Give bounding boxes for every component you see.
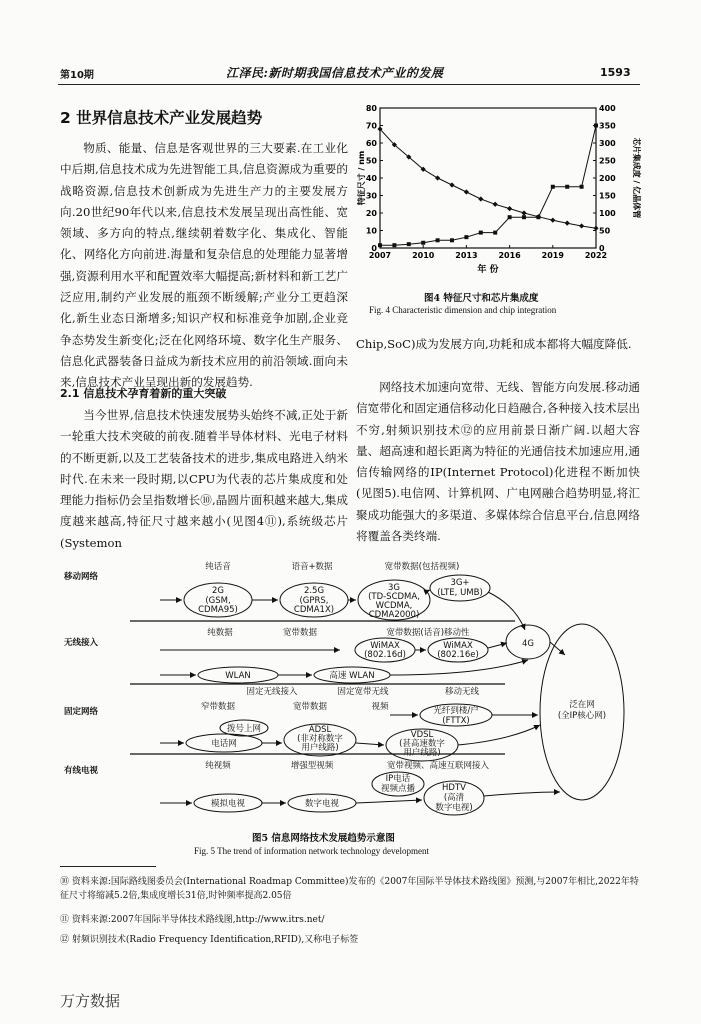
data-point-feature-size: [493, 202, 498, 207]
node-ftth-label: 光纤到楼/户: [433, 706, 479, 716]
header-broadband-data: 宽带数据: [282, 628, 318, 638]
y2-tick-label: 100: [599, 209, 616, 218]
header-voice-data: 语音+数据: [291, 562, 333, 572]
watermark: 万方数据: [60, 992, 121, 1010]
node-hdtv-detail: 数字电视): [435, 803, 473, 813]
row-label-fixed: 固定网络: [64, 707, 99, 717]
arrow: [488, 643, 507, 648]
y2-tick-label: 50: [599, 226, 611, 236]
right-continuation: Chip,SoC)成为发展方向,功耗和成本都将大幅度降低.: [356, 337, 632, 351]
node-2-5g-detail: CDMA1X): [293, 605, 335, 615]
header-enhanced-video: 增强型视频: [290, 761, 334, 771]
arrow: [550, 642, 565, 655]
header-broadband-video-internet: 宽带视频、高速互联网接入: [386, 761, 490, 771]
y-axis-label: 特征尺寸 / nm: [357, 150, 366, 206]
node-vdsl-detail: (甚高速数字: [399, 739, 445, 749]
y-tick-label: 10: [365, 226, 377, 236]
header-broadband-video: 宽带数据(包括视频): [384, 562, 460, 572]
arrow: [356, 800, 422, 803]
node-2g-label: 2G: [212, 586, 224, 596]
y-tick-label: 0: [371, 244, 377, 253]
y2-tick-label: 300: [599, 139, 616, 148]
figure5-caption-cn: 图5 信息网络技术发展趋势示意图: [252, 833, 395, 844]
figure5-caption-en: Fig. 5 The trend of information network technology development: [194, 846, 430, 856]
node-hs-wlan-label: 高速 WLAN: [329, 671, 375, 681]
node-adsl-detail: 用户线路): [301, 743, 339, 753]
header-broadband-mobility: 宽带数据(话音)移动性: [386, 628, 470, 638]
row-label-cable: 有线电视: [64, 766, 99, 776]
y-tick-label: 30: [365, 191, 377, 201]
header-broadband-data-fixed: 宽带数据: [292, 702, 328, 712]
node-3g-plus-label: 3G+: [450, 578, 470, 588]
node-vdsl-label: VDSL: [410, 730, 434, 740]
y2-tick-label: 250: [599, 156, 616, 166]
data-point-integration: [378, 243, 382, 247]
node-wimax-e-label: WiMAX: [443, 641, 473, 651]
node-phone-net-label: 电话网: [211, 739, 237, 749]
y2-tick-label: 0: [599, 244, 605, 253]
header-fixed-broadband-wireless: 固定宽带无线: [337, 687, 389, 697]
data-point-feature-size: [521, 210, 526, 215]
y2-tick-label: 200: [599, 174, 616, 183]
node-digital-tv-label: 数字电视: [304, 799, 340, 809]
node-ubiquitous-detail: (全IP核心网): [557, 711, 607, 721]
x-tick-label: 2022: [584, 251, 608, 260]
node-ftth-detail: (FTTX): [442, 716, 470, 726]
footnote-10: ⑩ 资料来源:国际路线图委员会(International Roadmap Committee)发布的《2007年国际半导体技术路线图》预测,与2007年相比,2022年特征尺寸将缩减5.2倍,集成度增长31倍,时钟频率提高2.05倍: [60, 877, 639, 901]
data-point-integration: [551, 185, 555, 189]
data-point-integration: [493, 231, 497, 235]
data-point-feature-size: [579, 223, 584, 228]
node-analog-tv-label: 模拟电视: [210, 799, 246, 809]
intro-paragraph: 物质、能量、信息是客观世界的三大要素.在工业化中后期,信息技术成为先进智能工具,信息资源成为重要的战略资源,信息技术创新成为先进生产力的主要发展方向.20世纪90年代以来,信息技术发展呈现出高性能、宽领域、多方向的特点,继续朝着数字化、集成化、智能化、网络化方向前进.海量和复杂信息的处理能力显著增强,资源利用水平和配置效率大幅提高;新材料和新工艺广泛应用,制约产业发展的瓶颈不断缓解;产业分工更趋深化,新生业态日渐增多;知识产权和标准竞争加剧,企业竞争态势发生新变化;泛在化网络环境、数字化生产服务、信息化武器装备日益成为新技术应用的前沿领域.面向未来,信息技术产业呈现出新的发展趋势.: [60, 141, 348, 390]
section-title: 2 世界信息技术产业发展趋势: [60, 109, 263, 127]
header-mobile-wireless: 移动无线: [444, 687, 480, 697]
header-video: 视频: [371, 702, 389, 712]
y2-tick-label: 400: [599, 104, 616, 113]
x-tick-label: 2007: [368, 251, 392, 260]
footnote-11: ⑪ 资料来源:2007年国际半导体技术路线图,http://www.itrs.net/: [60, 915, 325, 925]
y-tick-label: 70: [365, 121, 377, 131]
y2-tick-label: 150: [599, 191, 616, 201]
y-tick-label: 40: [365, 174, 377, 183]
x-tick-label: 2016: [498, 251, 521, 260]
data-point-integration: [436, 238, 440, 242]
data-point-feature-size: [550, 218, 555, 223]
data-point-integration: [392, 243, 396, 247]
arrow: [484, 792, 560, 796]
data-point-integration: [407, 242, 411, 246]
node-3g-label: 3G: [388, 583, 400, 593]
node-wlan-label: WLAN: [225, 671, 251, 681]
x-tick-label: 2019: [541, 251, 564, 260]
node-dialup-label: 拨号上网: [226, 724, 262, 734]
header-pure-video: 纯视频: [205, 761, 231, 771]
series-line-integration: [380, 126, 596, 246]
data-point-integration: [594, 124, 598, 128]
data-point-feature-size: [478, 196, 483, 201]
node-2g-detail: CDMA95): [198, 605, 238, 615]
node-ip-phone-label: IP电话: [385, 774, 411, 784]
header-rule: [58, 84, 640, 85]
footnote-rule: [60, 866, 156, 867]
y2-tick-label: 350: [599, 121, 616, 131]
row-label-wireless: 无线接入: [64, 638, 99, 648]
x-axis-label: 年 份: [477, 265, 499, 275]
subsection-title: 2.1 信息技术孕育着新的重大突破: [60, 387, 227, 400]
header-pure-data: 纯数据: [207, 628, 233, 638]
y-tick-label: 50: [365, 156, 377, 166]
header-pure-voice: 纯话音: [205, 562, 231, 572]
plot-frame: [380, 108, 596, 248]
node-2g-detail: (GSM,: [205, 596, 231, 606]
node-adsl-detail: (非对称数字: [297, 734, 343, 744]
node-3g-plus-detail: (LTE, UMB): [437, 588, 483, 598]
node-adsl-label: ADSL: [308, 725, 332, 735]
figure5-diagram: [60, 560, 650, 825]
node-hdtv-label: HDTV: [442, 783, 466, 793]
node-3g-detail: CDMA2000): [368, 610, 420, 620]
running-title: 江泽民:新时期我国信息技术产业的发展: [226, 66, 444, 80]
node-2-5g-detail: (GPRS,: [299, 596, 329, 606]
figure4-chart: [356, 100, 640, 280]
data-point-feature-size: [507, 206, 512, 211]
data-point-feature-size: [464, 189, 469, 194]
arrow: [356, 743, 384, 745]
node-4g-label: 4G: [522, 639, 534, 649]
figure4-caption-cn: 图4 特征尺寸和芯片集成度: [424, 293, 539, 304]
node-wimax-d-detail: (802.16d): [364, 650, 406, 660]
data-point-integration: [421, 241, 425, 245]
node-vdsl-detail: 用户线路): [403, 748, 441, 758]
node-wimax-e-detail: (802.16e): [437, 650, 479, 660]
header-narrowband: 窄带数据: [200, 702, 236, 712]
y2-axis-label: 芯片集成度 / 亿晶体管: [632, 137, 641, 219]
arrow: [488, 592, 525, 630]
y-tick-label: 20: [365, 209, 377, 218]
data-point-integration: [565, 185, 569, 189]
node-ip-phone-detail: 视频点播: [380, 784, 416, 794]
y-tick-label: 60: [365, 139, 377, 148]
issue-number: 第10期: [60, 70, 94, 81]
data-point-integration: [580, 185, 584, 189]
y-tick-label: 80: [365, 104, 377, 113]
data-point-integration: [536, 215, 540, 219]
node-ubiquitous-label: 泛在网: [569, 700, 595, 710]
node-wimax-d-label: WiMAX: [370, 641, 400, 651]
row-label-mobile: 移动网络: [64, 572, 99, 582]
right-paragraph: 网络技术加速向宽带、无线、智能方向发展.移动通信宽带化和固定通信移动化日趋融合,各种接入技术层出不穷,射频识别技术⑫的应用前景日渐广阔.以超大容量、超高速和超长距离为特征的光通信技术加速应用,通信传输网络的IP(Internet Protocol)化进程不断加快(见图5).电信网、计算机网、广电网融合趋势明显,将汇聚成功能强大的多渠道、多媒体综合信息平台,信息网络将覆盖各类终端.: [356, 380, 640, 544]
arrow: [458, 725, 540, 745]
page-number: 1593: [600, 66, 631, 79]
footnote-12: ⑫ 射频识别技术(Radio Frequency Identification,RFID),又称电子标签: [60, 935, 359, 945]
data-point-integration: [450, 238, 454, 242]
x-tick-label: 2010: [412, 251, 435, 260]
node-2-5g-label: 2.5G: [303, 586, 325, 596]
data-point-feature-size: [435, 175, 440, 180]
header-fixed-wireless: 固定无线接入: [246, 687, 298, 697]
node-hdtv-detail: (高清: [443, 793, 465, 803]
subsection-paragraph: 当今世界,信息技术快速发展势头始终不减,正处于新一轮重大技术突破的前夜.随着半导体材料、光电子材料的不断更新,以及工艺装备技术的进步,集成电路进入纳米时代.在未来一段时期,以CPU为代表的芯片集成度和处理能力指标仍会呈指数增长⑩,晶圆片面积越来越大,集成度越来越高,特征尺寸越来越小(见图4⑪),系统级芯片(Systemon: [60, 408, 348, 550]
x-tick-label: 2013: [455, 251, 478, 260]
node-3g-detail: (TD-SCDMA,: [368, 592, 420, 602]
series-line-feature-size: [380, 129, 596, 228]
data-point-integration: [464, 235, 468, 239]
data-point-feature-size: [449, 182, 454, 187]
figure4-caption-en: Fig. 4 Characteristic dimension and chip integration: [369, 305, 557, 315]
data-point-integration: [522, 215, 526, 219]
data-point-feature-size: [565, 221, 570, 226]
node-3g-detail: WCDMA,: [375, 601, 413, 611]
data-point-integration: [508, 215, 512, 219]
data-point-integration: [479, 231, 483, 235]
